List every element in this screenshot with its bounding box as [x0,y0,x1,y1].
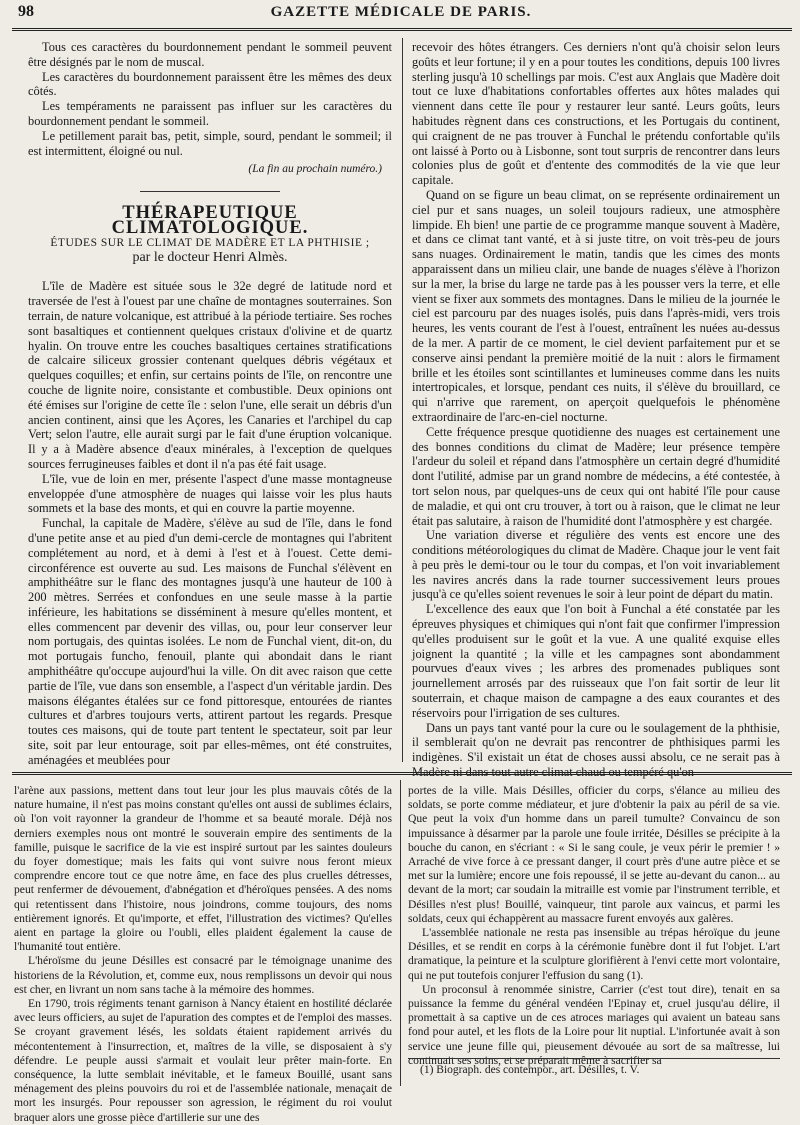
paragraph: L'excellence des eaux que l'on boit à Funchal a été constatée par les épreuves physiques et chimiques qui n'ont fait que confirmer l'impression qu'elles produisent sur le goût et la vue. A une qualité exquise elles joignent la quantité ; la ville et les campagnes sont abondamment pourvues d'eaux vives ; les arbres des promenades publiques sont journellement arrosés par des ruisseaux que l'on fait sortir de leur lit souterrain, et chaque maison de campagne a des eaux courantes et des réservoirs pour l'irrigation de ses cultures. [412,602,780,720]
paragraph: En 1790, trois régiments tenant garnison à Nancy étaient en hostilité déclarée avec leurs officiers, au sujet de l'apuration des comptes et de l'emploi des masses. Se croyant gravement lésés, les soldats étaient rapidement arrivés du mécontentement à l'insurrection, et, maîtres de la ville, se disposaient à s'y défendre. Le peuple aussi s'armait et voulait leur prêter main-forte. En conséquence, la lutte semblait inévitable, et le fameux Bouillé, usant sans ménagement des pleins pouvoirs du roi et de l'assemblée nationale, menaçait de mort les insurgés. Pour repousser son agression, le régiment du roi voulut braquer alors une grosse pièce d'artillerie sur une des [14,997,392,1124]
top-left-column [28,40,392,767]
paragraph: Tous ces caractères du bourdonnement pendant le sommeil peuvent être désignés par le nom de muscal. [28,40,392,69]
paragraph: Quand on se figure un beau climat, on se représente ordinairement un ciel pur et sans nuages, un soleil toujours radieux, une atmosphère limpide. Eh bien! une partie de ce programme manque souvent à Madère, et dans ce climat tant vanté, et à si juste titre, on voit très-peu de jours sans nuages. Ordinairement le matin, tandis que les cimes des monts apparaissent dans un milieu clair, une bande de nuages s'élève à l'horizon sur la mer, la brise du large ne tarde pas à les pousser vers la terre, et elle vient se fixer aux sommets des montagnes. Dans le milieu de la journée le ciel est parcouru par des nuages isolés, puis dans l'après-midi, vers trois heures, les vents courant de l'est à l'ouest, entraînent les nuées au-dessus de la mer. A partir de ce moment, le ciel devient parfaitement pur et se conserve ainsi pendant la première moitié de la nuit : alors le firmament brille et les étoiles sont scintillantes et lumineuses comme dans les nuits intertropicales, et lorsque, pendant ces nuits, il s'élève du brouillard, ce qui n'arrive que rarement, on aperçoit quelquefois le phénomène extraordinaire de l'arc-en-ciel nocturne. [412,187,780,424]
paragraph: Les tempéraments ne paraissent pas influer sur les caractères du bourdonnement pendant le sommeil. [28,99,392,128]
paragraph: l'arène aux passions, mettent dans tout leur jour les plus mauvais côtés de la nature humaine, il n'est pas moins constant qu'elles ont aussi de sublimes éclairs, où l'on voit rayonner la grandeur de l'homme et sa beauté morale. Déjà nos derniers exemples nous ont montré le souverain empire des sentiments de la famille, puisque le sacrifice de la vie est inspiré surtout par les saintes douleurs du foyer domestique; mais les faits qui vont suivre nous feront mieux comprendre encore tout ce que notre âme, en face des plus cruelles détresses, peut renfermer de dévouement, d'abnégation et d'héroïques pensées. A des noms qui retentissent dans l'histoire, nous joindrons, comme toujours, des noms entièrement ignorés. Et qu'importe, et effet, l'illustration des victimes? Qu'elles aient en partage la gloire ou l'oubli, elles plaident également la cause de l'humanité tout entière. [14,784,392,954]
paragraph: Une variation diverse et régulière des vents est encore une des conditions météorologiques du climat de Madère. Chaque jour le vent fait à peu près le demi-tour ou le tour du compas, et l'on voit invariablement les navires ancrés dans la rade tourner successivement leurs proues jusqu'à ce qu'elles soient revenues le soir à leur point de départ du matin. [412,528,780,602]
top-right-column [412,40,780,780]
header-rule [12,28,792,31]
footnote: (1) Biograph. des contempor., art. Désilles, t. V. [420,1064,640,1076]
section-author: par le docteur Henri Almès. [132,249,288,265]
paragraph: L'île de Madère est située sous le 32e degré de latitude nord et traversée de l'est à l'ouest par une chaîne de montagnes souterraines. Son terrain, de nature volcanique, est attribué à la période tertiaire. Ses roches sont basaltiques et contiennent quelques cristaux d'olivine et de quartz hyalin. On trouve entre les couches basaltiques certaines stratifications de calcaire siliceux grossier contenant quelques débris végétaux et quelques coquilles; et enfin, sur certains points de l'île, on rencontre une couche de lignite noire, consistante et combustible. Deux opinions ont été émises sur l'origine de cette île : selon l'une, elle serait un débris d'un ancien continent, ainsi que les Açores, les Canaries et l'archipel du cap Vert; selon l'autre, elle aurait surgi par le fait d'une éruption volcanique. Il y a à Madère absence d'eaux minérales, à l'exception de quelques sources ferrugineuses faibles et dont il n'a pas été fait usage. [28,279,392,471]
footnote-rule [408,1058,780,1059]
paragraph: Cette fréquence presque quotidienne des nuages est certainement une des bonnes conditions du climat de Madère; leur présence tempère l'ardeur du soleil et répand dans l'atmosphère un certain degré d'humidité dont l'utilité, admise par un grand nombre de médecins, a été contestée, à tort selon nous, par quelques-uns de ceux qui ont habité l'île pour cause de maladie, et qui ont cru trouver, à tort ou à raison, que le climat ne leur était pas salutaire, à raison de l'humidité dont l'atmosphère y est chargée. [412,424,780,528]
article-separator [140,191,280,192]
bottom-right-column [408,784,780,1067]
journal-title: GAZETTE MÉDICALE DE PARIS. [270,4,532,20]
paragraph: Le petillement parait bas, petit, simple, sourd, pendant le sommeil; il est intermittent, éloigné ou nul. [28,128,392,158]
section-title: THÉRAPEUTIQUE CLIMATOLOGIQUE. [111,203,309,238]
section-rule [12,772,792,775]
page-number: 98 [18,3,34,20]
paragraph: L'héroïsme du jeune Désilles est consacré par le témoignage unanime des historiens de la Révolution, et, comme eux, nous remplissons un devoir qui nous est cher, en livrant un nom sans tache à la mémoire des hommes. [14,954,392,996]
column-rule [402,38,403,762]
column-rule [400,780,401,1086]
paragraph: Dans un pays tant vanté pour la cure ou le soulagement de la phthisie, il semblerait qu'on ne devrait pas rencontrer de phthisiques parmi les indigènes. S'il existait un état de choses aussi absolu, ce ne serait pas à Madère ni dans tout autre climat chaud ou tempéré qu'on [412,720,780,780]
paragraph: L'île, vue de loin en mer, présente l'aspect d'une masse montagneuse enveloppée d'une atmosphère de nuages qui laisse voir les plus hauts sommets et la base des monts, et qui en couvre la partie moyenne. [28,471,392,516]
paragraph: Un proconsul à renommée sinistre, Carrier (c'est tout dire), tenait en sa puissance la femme du général vendéen l'Epinay et, cruel jusqu'au délire, il promettait à sa captive un de ces atroces mariages qui avaient un bateau sans fond pour autel, et les flots de la Loire pour lit nuptial. L'infortunée avait à son service une jeune fille qui, pieusement dévouée au sort de sa maîtresse, lui continuait ses soins, et se préparait même à sacrifier sa [408,982,780,1067]
paragraph: L'assemblée nationale ne resta pas insensible au trépas héroïque du jeune Désilles, et se rendit en corps à la cérémonie funèbre dont il fut l'objet. L'art dramatique, la peinture et la sculpture glorifièrent à l'envi cette mort volontaire, qui ne put toutefois conjurer l'effusion du sang (1). [408,926,780,982]
section-subtitle: ÉTUDES SUR LE CLIMAT DE MADÈRE ET LA PHTHISIE ; [50,236,370,249]
paragraph: Funchal, la capitale de Madère, s'élève au sud de l'île, dans le fond d'une petite anse et au pied d'un demi-cercle de montagnes qui l'abritent complétement au nord, et à demi à l'est et à l'ouest. Cette demi-circonférence est ouverte au sud. Les maisons de Funchal s'élèvent en amphithéâtre sur le flanc des montagnes jusqu'à une hauteur de 100 à 200 mètres. Serrées et confondues en une seule masse à la partie inférieure, les habitations se disséminent à mesure qu'elles montent, et elles commencent par devenir des villas, ou, pour leur conserver leur nom portugais, des quintas isolées. Le nom de Funchal vient, dit-on, du mot portugais funcho, fenouil, plante qui abondait dans le riant amphithéâtre qu'occupe aujourd'hui la ville. On dit avec raison que cette partie de l'île, vue dans son ensemble, a l'aspect d'un véritable jardin. Des maisons élégantes étalées sur ce fond pittoresque, entourées de riantes cultures et d'arbres toujours verts, attirent partout les regards. Presque toutes ces maisons, qui de toute part tentent le spectateur, soit par leur site, soit par leur entourage, soit par elles-mêmes, ont été construites, aménagées et meublées pour [28,516,392,767]
paragraph: recevoir des hôtes étrangers. Ces derniers n'ont qu'à choisir selon leurs goûts et leur fortune; il y en a pour toutes les conditions, depuis 100 livres sterling jusqu'à 10 schellings par mois. C'est aux Anglais que Madère doit tout ce luxe d'habitations confortables offertes aux hôtes malades qui viennent dans cette île pour y restaurer leur santé. Leurs goûts, leurs habitudes règnent dans ces constructions, et les Portugais du continent, qui craignent de ne pas trouver à Funchal le prétendu confortable qu'ils ont laissé à Porto ou à Lisbonne, sont tout surpris de rencontrer dans leurs colonies plus de goût et d'entente des commodités de la vie que leur capitale. [412,40,780,188]
paragraph: Les caractères du bourdonnement paraissent être les mêmes des deux côtés. [28,69,392,99]
continuation-note: (La fin au prochain numéro.) [248,163,382,176]
bottom-left-column [14,784,392,1124]
paragraph: portes de la ville. Mais Désilles, officier du corps, s'élance au milieu des soldats, se porte comme médiateur, et jure d'obtenir la paix au péril de sa vie. Que peut la voix d'un homme dans un pareil tumulte? Convaincu de son impuissance à désarmer par la parole une foule irritée, Désilles se précipite à la bouche du canon, en s'écriant : « Si le sang coule, je veux périr le premier ! » Arraché de vive force à ce pressant danger, il court près d'une autre pièce et se met sur la lumière; encore une fois repoussé, il se jette au-devant du canon... au devant de la mort; car soudain la mitraille est vomie par l'instrument terrible, et Désilles n'est plus! Bouillé, vainqueur, tint parole aux vaincus, et parmi les soldats, ceux qui échappèrent au massacre furent envoyés aux galères. [408,784,780,925]
